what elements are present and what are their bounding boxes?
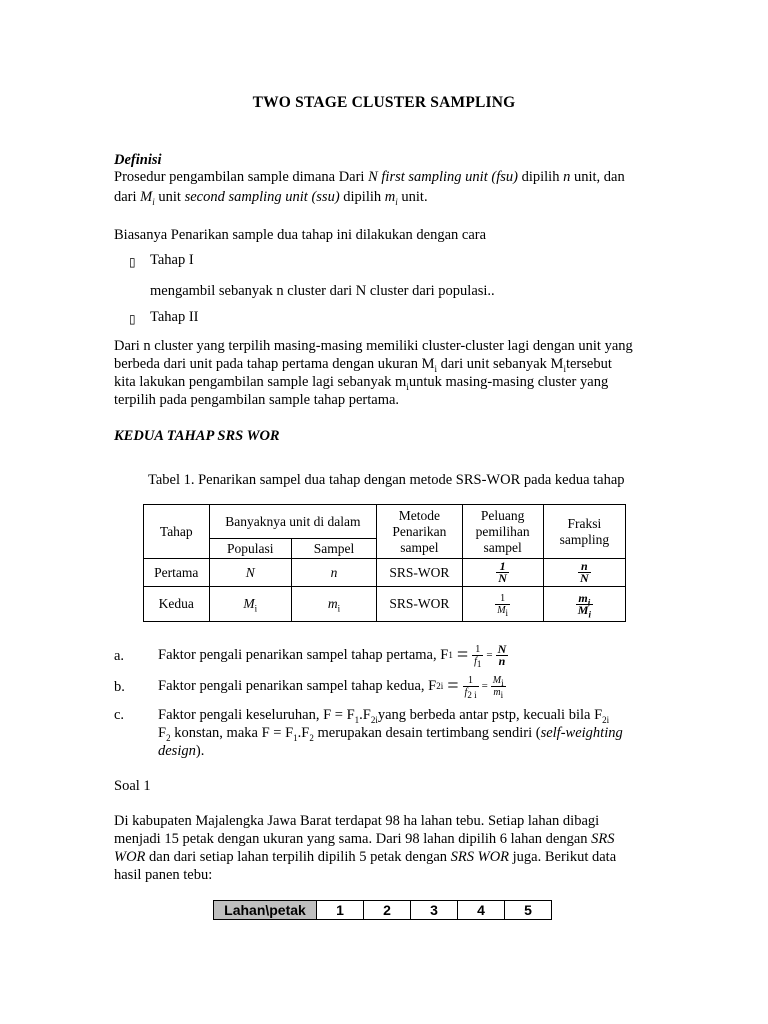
table-header-cell: 3 bbox=[411, 901, 458, 920]
table-cell: SRS-WOR bbox=[377, 559, 462, 587]
table-row bbox=[144, 587, 626, 622]
table-cell: Pertama bbox=[144, 559, 210, 587]
soal-paragraph: Di kabupaten Majalengka Jawa Barat terdapat 98 ha lahan tebu. Setiap lahan dibagi menjadi 15 petak dengan ukuran yang sama. Dari 98 lahan dipilih 6 lahan dengan SRS WOR dan dari setiap lahan terpilih dipilih 5 petak dengan SRS WOR juga. Berikut data hasil panen tebu: bbox=[114, 813, 617, 883]
table-header-sampel: Sampel bbox=[291, 539, 376, 559]
table-header-peluang: Peluang pemilihan sampel bbox=[462, 505, 543, 559]
factor-a-text: Faktor pengali penarikan sampel tahap pertama, F 1 = $\frac{1}{f_1}$ = $\frac{N}{n}$ bbox=[158, 641, 507, 669]
table-header-lahan-petak: Lahan\petak bbox=[214, 901, 317, 920]
table-1-caption: Tabel 1. Penarikan sampel dua tahap dengan metode SRS-WOR pada kedua tahap bbox=[148, 472, 625, 488]
definisi-line-1: Prosedur pengambilan sample dimana Dari N first sampling unit (fsu) dipilih n unit, dan bbox=[114, 169, 625, 185]
factor-c-text: Faktor pengali keseluruhan, $F = F_1.F_{2i}yang$ berbeda antar pstp, kecuali bila $F_{2i}$ $F_2$ konstan, maka $F = F_1.F_2$ merupakan desain tertimbang sendiri (self-weighting design). bbox=[158, 707, 623, 759]
bullet-icon: ▯ bbox=[129, 312, 136, 326]
table-cell bbox=[543, 559, 625, 587]
table-cell bbox=[462, 587, 543, 622]
factor-b-text: Faktor pengali penarikan sampel tahap kedua, F 2i = $\frac{1}{f_{2 i}}$ = $\frac{M_i}{m_i}$ bbox=[158, 674, 504, 700]
tahap-2-label: Tahap II bbox=[150, 309, 199, 325]
table-cell: N bbox=[209, 559, 291, 587]
table-cell: $M_i$ bbox=[209, 587, 291, 622]
fraction: $\frac{1}{f_1}$ bbox=[474, 643, 482, 669]
table-header-metode: Metode Penarikan sampel bbox=[377, 505, 462, 559]
tahap-1-label: Tahap I bbox=[150, 252, 194, 268]
table-header-cell: 4 bbox=[458, 901, 505, 920]
table-header-populasi: Populasi bbox=[209, 539, 291, 559]
table-cell bbox=[462, 559, 543, 587]
harvest-table bbox=[213, 900, 552, 920]
factor-c-label: c. bbox=[114, 707, 125, 723]
table-header-cell: 2 bbox=[364, 901, 411, 920]
intro-text: Biasanya Penarikan sample dua tahap ini dilakukan dengan cara bbox=[114, 227, 487, 243]
table-header-tahap: Tahap bbox=[144, 505, 210, 559]
fraction: $\frac{n}{N}$ bbox=[580, 559, 589, 585]
definisi-heading: Definisi bbox=[114, 152, 162, 168]
sampling-table bbox=[143, 504, 626, 622]
fraction: $\frac{m_i}{M_i}$ bbox=[577, 590, 591, 619]
factor-b-label: b. bbox=[114, 679, 125, 695]
fraction: $\frac{1}{f_{2 i}}$ bbox=[464, 674, 477, 700]
kedua-tahap-heading: KEDUA TAHAP SRS WOR bbox=[114, 428, 280, 444]
table-header-banyak: Banyaknya unit di dalam bbox=[209, 505, 377, 539]
table-cell bbox=[543, 587, 625, 622]
table-cell: $m_i$ bbox=[291, 587, 376, 622]
definisi-line-2: dari $M_i$ unit second sampling unit (ssu) dipilih $m_i$ unit. bbox=[114, 189, 428, 207]
factor-a-label: a. bbox=[114, 648, 125, 664]
soal-heading: Soal 1 bbox=[114, 778, 151, 794]
table-header-cell: 1 bbox=[317, 901, 364, 920]
table-cell: SRS-WOR bbox=[377, 587, 462, 622]
page-title: TWO STAGE CLUSTER SAMPLING bbox=[252, 94, 516, 111]
table-row bbox=[214, 901, 552, 920]
tahap-1-description: mengambil sebanyak n cluster dari N cluster dari populasi.. bbox=[150, 283, 495, 299]
fraction: $\frac{N}{n}$ bbox=[497, 641, 507, 668]
bullet-icon: ▯ bbox=[129, 255, 136, 269]
table-header-fraksi: Fraksi sampling bbox=[543, 505, 625, 559]
table-cell: Kedua bbox=[144, 587, 210, 622]
fraction: $\frac{1}{M_i}$ bbox=[497, 592, 509, 618]
tahap-2-paragraph: Dari n cluster yang terpilih masing-masing memiliki cluster-cluster lagi dengan unit yang berbeda dari unit pada tahap pertama dengan ukuran $M_i$ dari unit sebanyak $M_itersebut$ kita lakukan pengambilan sample lagi sebanyak $m_iuntuk$ masing-masing cluster yang terpilih pada pengambilan sample tahap pertama. bbox=[114, 338, 633, 408]
table-row bbox=[144, 559, 626, 587]
fraction: $\frac{1}{N}$ bbox=[498, 559, 507, 585]
table-header-cell: 5 bbox=[505, 901, 552, 920]
fraction: $\frac{M_i}{m_i}$ bbox=[492, 674, 504, 700]
table-cell: n bbox=[291, 559, 376, 587]
